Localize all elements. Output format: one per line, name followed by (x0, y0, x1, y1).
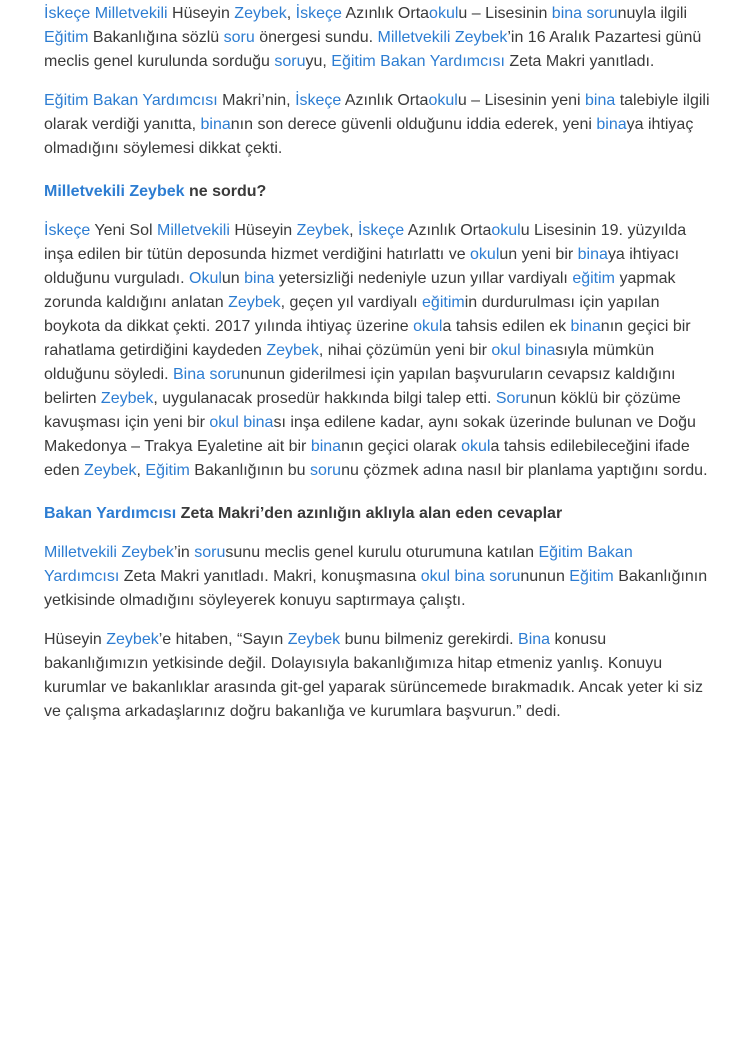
text-run: a tahsis edilebileceğini ifade eden (44, 438, 690, 479)
text-run: önergesi sundu. (254, 29, 378, 46)
text-run: Zeta Makri yanıtladı. (504, 53, 655, 70)
text-run: nın son derece güvenli olduğunu iddia ederek, yeni (230, 116, 597, 133)
text-run: sı inşa edilene kadar, aynı sokak üzerinde bulunan ve Doğu Makedonya – Trakya Eyaletine ait bir (44, 414, 696, 455)
keyword-link[interactable]: Zeybek (228, 294, 281, 311)
keyword-link[interactable]: bina (585, 92, 616, 109)
article-paragraph (44, 219, 710, 483)
text-run: u – Lisesinin yeni (457, 92, 585, 109)
keyword-link[interactable]: okul (413, 318, 443, 335)
text-run: ya ihtiyaç olmadığını söylemesi dikkat çekti. (44, 116, 694, 157)
keyword-link[interactable]: Zeybek (287, 631, 341, 648)
text-run: Bakanlığının yetkisinde olmadığını söyleyerek konuyu saptırmaya çalıştı. (44, 568, 708, 609)
text-run: yu, (305, 53, 332, 70)
text-run: , (286, 5, 296, 22)
keyword-link[interactable]: bina (596, 116, 627, 133)
text-run: a tahsis edilen ek (442, 318, 571, 335)
keyword-link[interactable]: soru (194, 544, 226, 561)
keyword-link[interactable]: Eğitim (569, 568, 614, 585)
text-run: yapmak zorunda kaldığını anlatan (44, 270, 676, 311)
text-run: u – Lisesinin (458, 5, 552, 22)
text-run: yetersizliği nedeniyle uzun yıllar vardiyalı (274, 270, 573, 287)
keyword-link[interactable]: Zeybek (296, 222, 350, 239)
keyword-link[interactable]: Zeybek (106, 631, 159, 648)
keyword-link[interactable]: İskeçe (44, 222, 91, 239)
text-run: ne sordu? (184, 183, 267, 200)
text-run: Zeta Makri’den azınlığın aklıyla alan eden cevaplar (176, 505, 563, 522)
text-run: Bakanlığına sözlü (88, 29, 224, 46)
keyword-link[interactable]: Eğitim Bakan Yardımcısı (44, 544, 633, 585)
keyword-link[interactable]: okul bina (491, 342, 556, 359)
keyword-link[interactable]: Eğitim Bakan Yardımcısı (44, 92, 218, 109)
section-heading (44, 502, 710, 526)
text-run: un (221, 270, 245, 287)
keyword-link[interactable]: Milletvekili Zeybek (377, 29, 508, 46)
text-run: Azınlık Orta (404, 222, 492, 239)
keyword-link[interactable]: bina soru (551, 5, 618, 22)
keyword-link[interactable]: okul (428, 92, 458, 109)
keyword-link[interactable]: Okul (189, 270, 222, 287)
keyword-link[interactable]: Eğitim (44, 29, 89, 46)
text-run: talebiyle ilgili olarak verdiği yanıtta, (44, 92, 710, 133)
text-run: nun köklü bir çözüme kavuşması için yeni bir (44, 390, 681, 431)
text-run: nuyla ilgili (617, 5, 687, 22)
text-run: ’in (173, 544, 195, 561)
keyword-link[interactable]: okul (491, 222, 521, 239)
keyword-link[interactable]: bina (310, 438, 342, 455)
text-run: un yeni bir (499, 246, 578, 263)
article-paragraph (44, 89, 710, 161)
text-run: ya ihtiyacı olduğunu vurguladı. (44, 246, 680, 287)
keyword-link[interactable]: Bina soru (172, 366, 241, 383)
text-run: nunun (520, 568, 570, 585)
text-run: in durdurulması için yapılan boykota da dikkat çekti. 2017 yılında ihtiyaç üzerine (44, 294, 660, 335)
keyword-link[interactable]: eğitim (572, 270, 616, 287)
keyword-link[interactable]: İskeçe (357, 222, 405, 239)
text-run: nın geçici bir rahatlama getirdiğini kaydeden (44, 318, 691, 359)
text-run: Azınlık Orta (341, 92, 429, 109)
text-run: Azınlık Orta (341, 5, 430, 22)
article-body (44, 2, 710, 724)
text-run: Yeni Sol (90, 222, 157, 239)
text-run: , uygulanacak prosedür hakkında bilgi talep etti. (153, 390, 496, 407)
text-run: Makri’nin, (217, 92, 296, 109)
text-run: Zeta Makri yanıtladı. Makri, konuşmasına (119, 568, 421, 585)
keyword-link[interactable]: Zeybek (266, 342, 319, 359)
text-run: u Lisesinin 19. yüzyılda inşa edilen bir tütün deposunda hizmet verdiğini hatırlattı ve (44, 222, 687, 263)
keyword-link[interactable]: Zeybek (234, 5, 287, 22)
text-run: nunun giderilmesi için yapılan başvuruların cevapsız kaldığını belirten (44, 366, 676, 407)
text-run: ’in 16 Aralık Pazartesi günü meclis genel kurulunda sorduğu (44, 29, 702, 70)
keyword-link[interactable]: Bina (518, 631, 551, 648)
keyword-link[interactable]: okul bina (209, 414, 274, 431)
keyword-link[interactable]: okul (470, 246, 500, 263)
text-run: , geçen yıl vardiyalı (280, 294, 423, 311)
keyword-link[interactable]: Eğitim Bakan Yardımcısı (331, 53, 505, 70)
text-run: konusu bakanlığımızın yetkisinde değil. Dolayısıyla bakanlığımıza hitap etmeniz yanlış. Konuyu kurumlar ve bakanlıklar arasında git-gel yaparak sürüncemede bırakmadık. Ancak yeter ki siz ve çalışma arkadaşlarınız doğru bakanlığa ve kurumlara başvurun.” dedi. (44, 631, 703, 720)
keyword-link[interactable]: soru (223, 29, 255, 46)
keyword-link[interactable]: Eğitim (145, 462, 190, 479)
keyword-link[interactable]: okul (461, 438, 491, 455)
text-run: Bakanlığının bu (189, 462, 310, 479)
keyword-link[interactable]: Soru (495, 390, 530, 407)
keyword-link[interactable]: bina (200, 116, 231, 133)
article-paragraph (44, 628, 710, 724)
article-paragraph (44, 2, 710, 74)
keyword-link[interactable]: soru (309, 462, 342, 479)
keyword-link[interactable]: Zeybek (84, 462, 137, 479)
keyword-link[interactable]: okul bina soru (420, 568, 521, 585)
text-run: Hüseyin (44, 631, 107, 648)
keyword-link[interactable]: soru (274, 53, 306, 70)
keyword-link[interactable]: eğitim (422, 294, 465, 311)
text-run: ’e hitaben, “Sayın (158, 631, 288, 648)
text-run: , (136, 462, 146, 479)
keyword-link[interactable]: Bakan Yardımcısı (44, 505, 177, 522)
keyword-link[interactable]: Milletvekili Zeybek (44, 183, 185, 200)
keyword-link[interactable]: Zeybek (100, 390, 154, 407)
text-run: Hüseyin (229, 222, 297, 239)
keyword-link[interactable]: bina (570, 318, 601, 335)
text-run: bunu bilmeniz gerekirdi. (340, 631, 519, 648)
keyword-link[interactable]: okul (429, 5, 459, 22)
keyword-link[interactable]: İskeçe Milletvekili (44, 5, 168, 22)
keyword-link[interactable]: İskeçe (295, 5, 342, 22)
article-paragraph (44, 541, 710, 613)
text-run: , nihai çözümün yeni bir (318, 342, 492, 359)
text-run: sıyla mümkün olduğunu söyledi. (44, 342, 655, 383)
keyword-link[interactable]: bina (577, 246, 608, 263)
keyword-link[interactable]: bina (244, 270, 275, 287)
keyword-link[interactable]: İskeçe (295, 92, 342, 109)
text-run: , (349, 222, 358, 239)
text-run: nu çözmek adına nasıl bir planlama yaptığını sordu. (341, 462, 708, 479)
text-run: Hüseyin (167, 5, 235, 22)
text-run: nın geçici olarak (341, 438, 462, 455)
keyword-link[interactable]: Milletvekili Zeybek (44, 544, 174, 561)
keyword-link[interactable]: Milletvekili (156, 222, 230, 239)
text-run: sunu meclis genel kurulu oturumuna katılan (225, 544, 539, 561)
section-heading (44, 180, 710, 204)
